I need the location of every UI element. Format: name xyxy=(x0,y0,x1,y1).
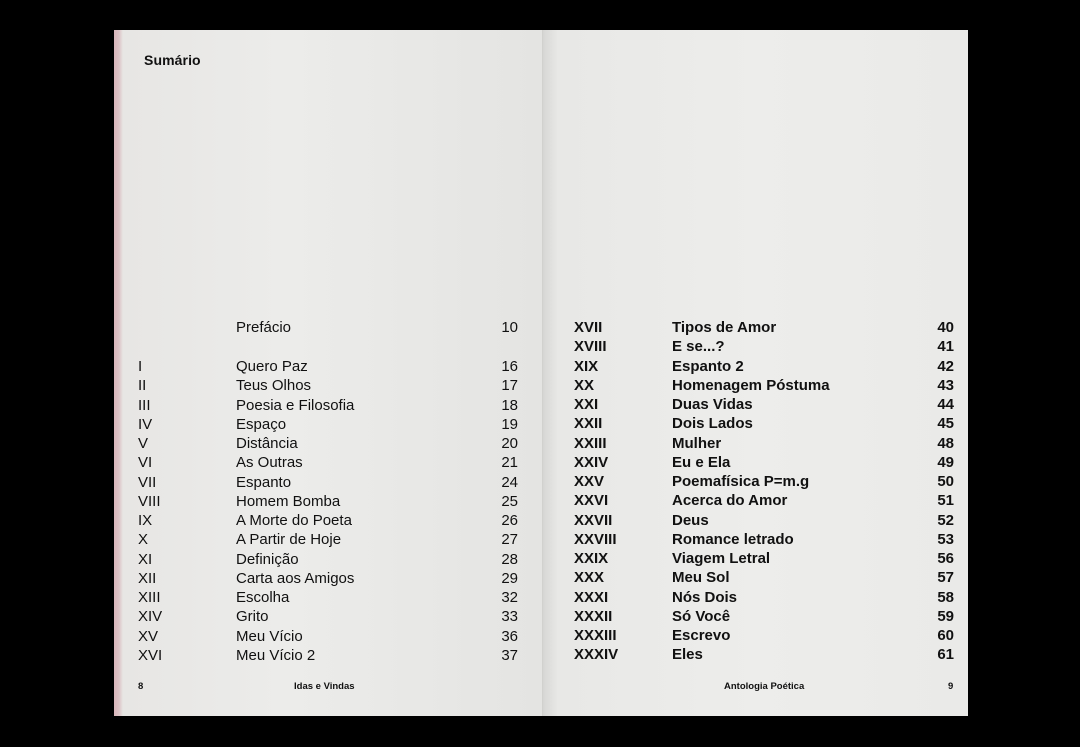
toc-entry-number: IX xyxy=(138,512,153,529)
toc-entry-title: Espaço xyxy=(236,415,287,433)
toc-list-left xyxy=(114,30,544,716)
toc-entry-page: 26 xyxy=(501,512,518,529)
toc-entry-title: Distância xyxy=(236,435,298,452)
toc-entry-number: XVI xyxy=(138,646,163,664)
toc-entry-number: XIX xyxy=(574,357,599,375)
toc-entry-title: Tipos de Amor xyxy=(672,319,777,336)
toc-entry-page: 29 xyxy=(501,569,518,587)
toc-entry-page: 20 xyxy=(501,435,518,452)
toc-entry-page: 42 xyxy=(937,357,954,375)
toc-entry-title: Meu Sol xyxy=(672,569,730,587)
toc-entry-number: XXXI xyxy=(574,588,609,606)
right-page xyxy=(544,30,968,716)
toc-entry-number: XX xyxy=(574,376,595,394)
toc-entry-title: Só Você xyxy=(672,607,731,625)
toc-entry-number: XII xyxy=(138,569,157,587)
toc-entry-title: Homem Bomba xyxy=(236,492,341,510)
toc-entry-number: XXVII xyxy=(574,511,613,529)
toc-entry-title: Duas Vidas xyxy=(672,396,753,413)
toc-entry-page: 56 xyxy=(937,550,954,567)
toc-entry-title: Eles xyxy=(672,646,703,664)
toc-entry-page: 33 xyxy=(501,608,518,626)
toc-entry-title: Nós Dois xyxy=(672,588,738,606)
toc-entry-title: Meu Vício 2 xyxy=(236,646,316,664)
toc-entry-number: XXII xyxy=(574,415,603,433)
toc-entry-page: 57 xyxy=(937,569,954,587)
toc-entry-page: 43 xyxy=(937,376,954,394)
toc-entry-page: 53 xyxy=(937,530,954,548)
toc-entry-page: 21 xyxy=(501,454,518,472)
toc-entry-title: Grito xyxy=(236,608,269,626)
toc-entry-title: Mulher xyxy=(672,434,722,452)
toc-entry-page: 44 xyxy=(937,396,954,413)
toc-entry-number: XXIX xyxy=(574,550,609,567)
toc-entry-title: Carta aos Amigos xyxy=(236,569,355,587)
toc-entry-title: Espanto 2 xyxy=(672,357,744,375)
toc-entry-page: 61 xyxy=(937,646,954,664)
toc-entry-title: Homenagem Póstuma xyxy=(672,376,830,394)
toc-entry-page: 48 xyxy=(937,434,954,452)
toc-entry-page: 58 xyxy=(937,588,954,606)
toc-entry-number: XXXIII xyxy=(574,627,617,644)
toc-entry-page: 45 xyxy=(937,415,954,433)
toc-entry-number: VIII xyxy=(138,492,161,510)
toc-entry-page: 19 xyxy=(501,415,518,433)
toc-entry-title: Dois Lados xyxy=(672,415,753,433)
toc-entry-number: XXXIV xyxy=(574,646,619,664)
left-page xyxy=(114,30,544,716)
toc-entry-title: Poesia e Filosofia xyxy=(236,396,355,414)
toc-list-right xyxy=(544,30,968,716)
right-running-title: Antologia Poética xyxy=(724,681,805,692)
toc-entry-number: XXI xyxy=(574,396,599,413)
toc-entry-title: E se...? xyxy=(672,338,725,356)
toc-entry-number: XV xyxy=(138,627,159,645)
toc-entry-title: Definição xyxy=(236,550,299,568)
toc-entry-title: Deus xyxy=(672,511,709,529)
toc-entry-page: 36 xyxy=(501,627,518,645)
toc-entry-page: 50 xyxy=(937,473,954,490)
toc-entry-page: 59 xyxy=(937,607,954,625)
toc-entry-title: Quero Paz xyxy=(236,358,308,375)
toc-entry-number: XXX xyxy=(574,569,605,587)
toc-entry-number: X xyxy=(138,531,149,549)
toc-entry-title: As Outras xyxy=(236,454,303,472)
toc-entry-number: XVIII xyxy=(574,338,607,356)
toc-entry-page: 40 xyxy=(937,319,954,336)
toc-entry-number: VI xyxy=(138,454,153,472)
left-running-title: Idas e Vindas xyxy=(294,681,355,692)
toc-entry-page: 51 xyxy=(937,492,954,510)
toc-entry-number: IV xyxy=(138,415,153,433)
toc-entry-page: 60 xyxy=(937,627,954,644)
toc-entry-page: 27 xyxy=(501,531,518,549)
toc-entry-page: 28 xyxy=(501,550,518,568)
toc-entry-number: XXV xyxy=(574,473,605,490)
toc-entry-number: XI xyxy=(138,550,153,568)
toc-entry-page: 25 xyxy=(501,492,518,510)
toc-entry-page: 24 xyxy=(501,473,518,491)
open-book xyxy=(114,30,968,716)
toc-entry-title: Meu Vício xyxy=(236,627,303,645)
toc-entry-title: A Morte do Poeta xyxy=(236,512,352,529)
toc-entry-title: Poemafísica P=m.g xyxy=(672,473,810,490)
toc-entry-number: XXVI xyxy=(574,492,609,510)
toc-entry-number: V xyxy=(138,435,149,452)
toc-entry-page: 52 xyxy=(937,511,954,529)
toc-entry-number: III xyxy=(138,396,151,414)
toc-heading: Sumário xyxy=(144,52,201,68)
toc-entry-page: 32 xyxy=(501,589,518,606)
toc-entry-page: 18 xyxy=(501,396,518,414)
toc-entry-page: 41 xyxy=(937,338,954,356)
toc-entry-title: A Partir de Hoje xyxy=(236,531,342,549)
toc-entry-number: XVII xyxy=(574,319,603,336)
toc-entry-number: XXVIII xyxy=(574,530,617,548)
toc-entry-number: XXXII xyxy=(574,607,613,625)
right-page-number: 9 xyxy=(948,681,954,692)
toc-entry-title: Prefácio xyxy=(236,319,292,336)
toc-entry-title: Espanto xyxy=(236,473,292,491)
toc-entry-page: 10 xyxy=(501,319,518,336)
toc-entry-number: XIII xyxy=(138,589,161,606)
toc-entry-title: Viagem Letral xyxy=(672,550,771,567)
toc-entry-number: I xyxy=(138,358,143,375)
toc-entry-title: Romance letrado xyxy=(672,530,794,548)
toc-entry-number: VII xyxy=(138,473,157,491)
toc-entry-page: 49 xyxy=(937,453,954,471)
toc-entry-page: 37 xyxy=(501,646,518,664)
toc-entry-number: XIV xyxy=(138,608,163,626)
toc-entry-page: 16 xyxy=(501,358,518,375)
toc-entry-number: XXIII xyxy=(574,434,607,452)
toc-entry-title: Acerca do Amor xyxy=(672,492,788,510)
toc-entry-number: II xyxy=(138,377,147,395)
toc-entry-number: XXIV xyxy=(574,453,609,471)
toc-entry-title: Escolha xyxy=(236,589,290,606)
toc-entry-title: Escrevo xyxy=(672,627,731,644)
toc-entry-page: 17 xyxy=(501,377,518,395)
toc-entry-title: Eu e Ela xyxy=(672,453,731,471)
toc-entry-title: Teus Olhos xyxy=(236,377,312,395)
left-page-number: 8 xyxy=(138,681,144,692)
